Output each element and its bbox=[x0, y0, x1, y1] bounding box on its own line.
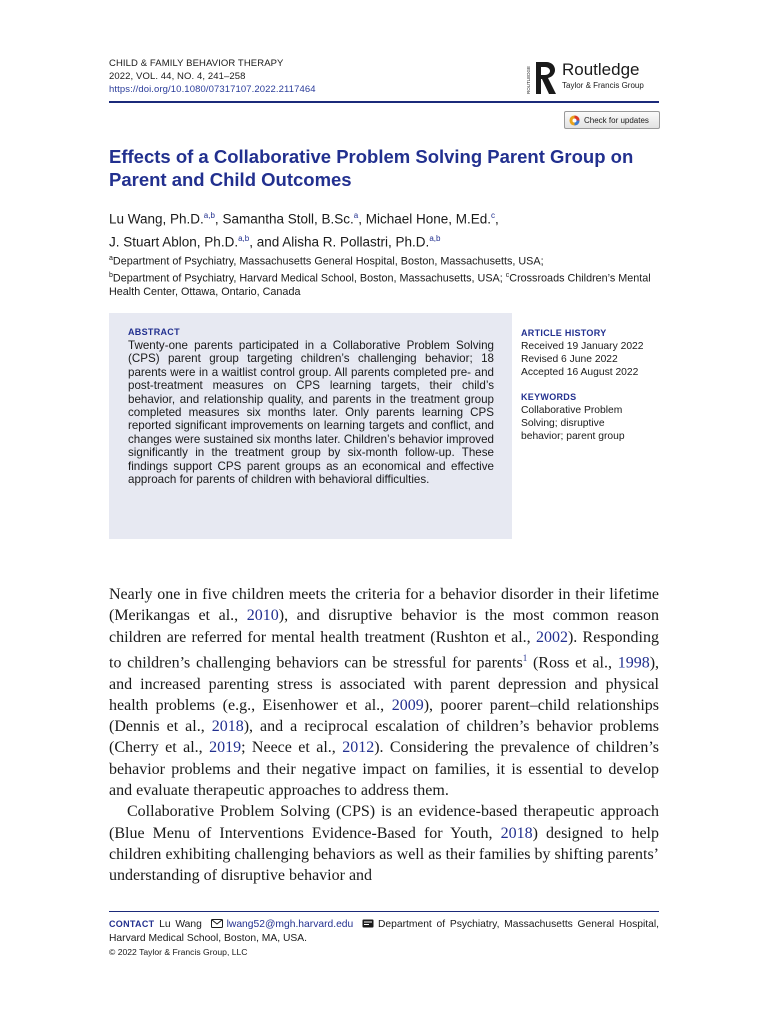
contact-label: CONTACT bbox=[109, 919, 155, 929]
copyright: © 2022 Taylor & Francis Group, LLC bbox=[109, 947, 248, 957]
keywords-heading: KEYWORDS bbox=[521, 392, 577, 402]
check-for-updates-label: Check for updates bbox=[584, 115, 649, 125]
email-icon bbox=[211, 919, 223, 928]
citation-year-link[interactable]: 2002 bbox=[535, 628, 568, 646]
author-name: Lu Wang, Ph.D. bbox=[109, 211, 204, 227]
affiliations bbox=[109, 252, 669, 299]
article-title: Effects of a Collaborative Problem Solving Parent Group on Parent and Child Outcomes bbox=[109, 146, 634, 190]
author-name: Samantha Stoll, B.Sc. bbox=[222, 211, 354, 227]
doi-link[interactable]: https://doi.org/10.1080/07317107.2022.2117464 bbox=[109, 84, 316, 95]
body-text-segment: ), and increased parenting stress is associated with parent depression and physical health problems (e.g., Eisenhower et al., bbox=[109, 654, 660, 714]
citation-year-link[interactable]: 2012 bbox=[342, 739, 375, 757]
body-text-segment: (Ross et al., bbox=[527, 654, 618, 672]
author-name: Alisha R. Pollastri, Ph.D. bbox=[282, 234, 430, 249]
abstract-text: Twenty-one parents participated in a Collaborative Problem Solving (CPS) parent group targeting children’s challenging behavior; 18 parents were in a waitlist control group. All parents completed pre- and post-treatment measures on CPS learning targets, their child’s behavior, and relationship quality, and parents in the treatment group completed measures six months later. Only parents learning CPS reported significant improvements on learning targets and conflict, and changes were sustained six months later. Children’s behavior improved significantly in the treatment group by six-month follow-up. These findings support CPS parent groups as an economical and effective approach for parents of children with behavioral difficulties. bbox=[128, 339, 494, 487]
author-affiliation-mark: a,b bbox=[203, 211, 215, 220]
publisher-logo bbox=[524, 58, 664, 98]
body-text-segment: ; Neece et al., bbox=[241, 739, 343, 757]
routledge-logo-icon bbox=[524, 58, 560, 98]
keywords-text: Collaborative Problem Solving; disruptive behavior; parent group bbox=[521, 405, 625, 443]
body-text bbox=[109, 584, 659, 886]
body-text-segment: ). Responding to children’s challenging behaviors can be stressful for parents bbox=[109, 628, 659, 672]
citation-year-link[interactable]: 2009 bbox=[391, 696, 424, 714]
article-history bbox=[521, 340, 644, 380]
citation-year-link[interactable]: 2018 bbox=[500, 824, 533, 842]
received-date: Received 19 January 2022 bbox=[521, 341, 644, 352]
affiliation-key: a bbox=[109, 255, 113, 262]
footer-rule bbox=[109, 911, 659, 912]
check-updates-icon bbox=[569, 115, 580, 126]
address-icon bbox=[362, 919, 374, 928]
footnote-marker[interactable]: 1 bbox=[522, 652, 528, 663]
affiliation-key: b bbox=[109, 271, 113, 279]
contact-name: Lu Wang bbox=[159, 919, 202, 930]
affiliation-text: Crossroads Children’s Mental Health Center, Ottawa, Ontario, Canada bbox=[109, 272, 651, 299]
affiliation-text: Department of Psychiatry, Harvard Medical School, Boston, Massachusetts, USA; bbox=[112, 272, 506, 285]
affiliation-key: c bbox=[505, 271, 510, 279]
author-separator: , bbox=[495, 211, 499, 227]
author-affiliation-mark: a bbox=[353, 211, 359, 220]
journal-name: CHILD & FAMILY BEHAVIOR THERAPY bbox=[109, 58, 284, 69]
contact-address: Department of Psychiatry, Massachusetts General Hospital, Harvard Medical School, Boston, MA, USA. bbox=[109, 919, 659, 944]
author-affiliation-mark: a,b bbox=[238, 233, 250, 243]
author-name: Michael Hone, M.Ed. bbox=[365, 211, 492, 227]
body-text-segment: ) designed to help children exhibiting challenging behaviors as well as their families by shifting parents’ understanding of disruptive behavior and bbox=[109, 824, 659, 885]
contact-email-link[interactable]: lwang52@mgh.harvard.edu bbox=[226, 919, 354, 930]
publisher-group: Taylor & Francis Group bbox=[562, 81, 644, 90]
body-text-segment: ), poorer parent–child relationships (Dennis et al., bbox=[109, 696, 659, 736]
author-separator: , and bbox=[249, 234, 283, 249]
author-separator: , bbox=[358, 211, 366, 227]
body-text-segment: Collaborative Problem Solving (CPS) is an evidence-based therapeutic approach (Blue Menu of Interventions Evidence-Based for Youth, bbox=[109, 803, 659, 842]
citation-year-link[interactable]: 2019 bbox=[209, 739, 242, 757]
body-text-segment: ). Considering the prevalence of children’s behavior problems and their negative impact on families, it is essential to develop and evaluate therapeutic approaches to address them. bbox=[109, 739, 660, 799]
affiliation-text: Department of Psychiatry, Massachusetts General Hospital, Boston, Massachusetts, USA; bbox=[112, 255, 544, 268]
body-paragraph-2 bbox=[109, 801, 659, 886]
journal-citation: 2022, VOL. 44, NO. 4, 241–258 bbox=[109, 71, 246, 82]
author-affiliation-mark: c bbox=[491, 211, 496, 220]
body-text-segment: ), and disruptive behavior is the most common reason children are referred for mental health treatment (Rushton et al., bbox=[109, 607, 660, 646]
citation-year-link[interactable]: 1998 bbox=[617, 654, 650, 672]
author-separator: , bbox=[214, 211, 223, 227]
publisher-name: Routledge bbox=[562, 60, 640, 79]
body-text-segment: Nearly one in five children meets the criteria for a behavior disorder in their lifetime (Merikangas et al., bbox=[109, 586, 659, 625]
revised-date: Revised 6 June 2022 bbox=[521, 354, 618, 366]
article-history-heading: ARTICLE HISTORY bbox=[521, 328, 607, 338]
accepted-date: Accepted 16 August 2022 bbox=[521, 367, 639, 379]
body-paragraph-1 bbox=[109, 584, 659, 801]
author-list bbox=[109, 206, 669, 251]
abstract-heading: ABSTRACT bbox=[128, 327, 180, 337]
citation-year-link[interactable]: 2018 bbox=[211, 718, 244, 736]
check-for-updates-button[interactable] bbox=[564, 111, 660, 129]
author-affiliation-mark: a,b bbox=[429, 233, 441, 243]
body-text-segment: ), and a reciprocal escalation of children’s behavior problems (Cherry et al., bbox=[109, 718, 660, 757]
header-rule bbox=[109, 101, 659, 103]
author-name: J. Stuart Ablon, Ph.D. bbox=[109, 234, 239, 249]
journal-header bbox=[109, 57, 316, 96]
citation-year-link[interactable]: 2010 bbox=[246, 607, 279, 625]
publisher-logo-side-text: ROUTLEDGE bbox=[526, 65, 531, 94]
contact-info bbox=[109, 917, 659, 946]
